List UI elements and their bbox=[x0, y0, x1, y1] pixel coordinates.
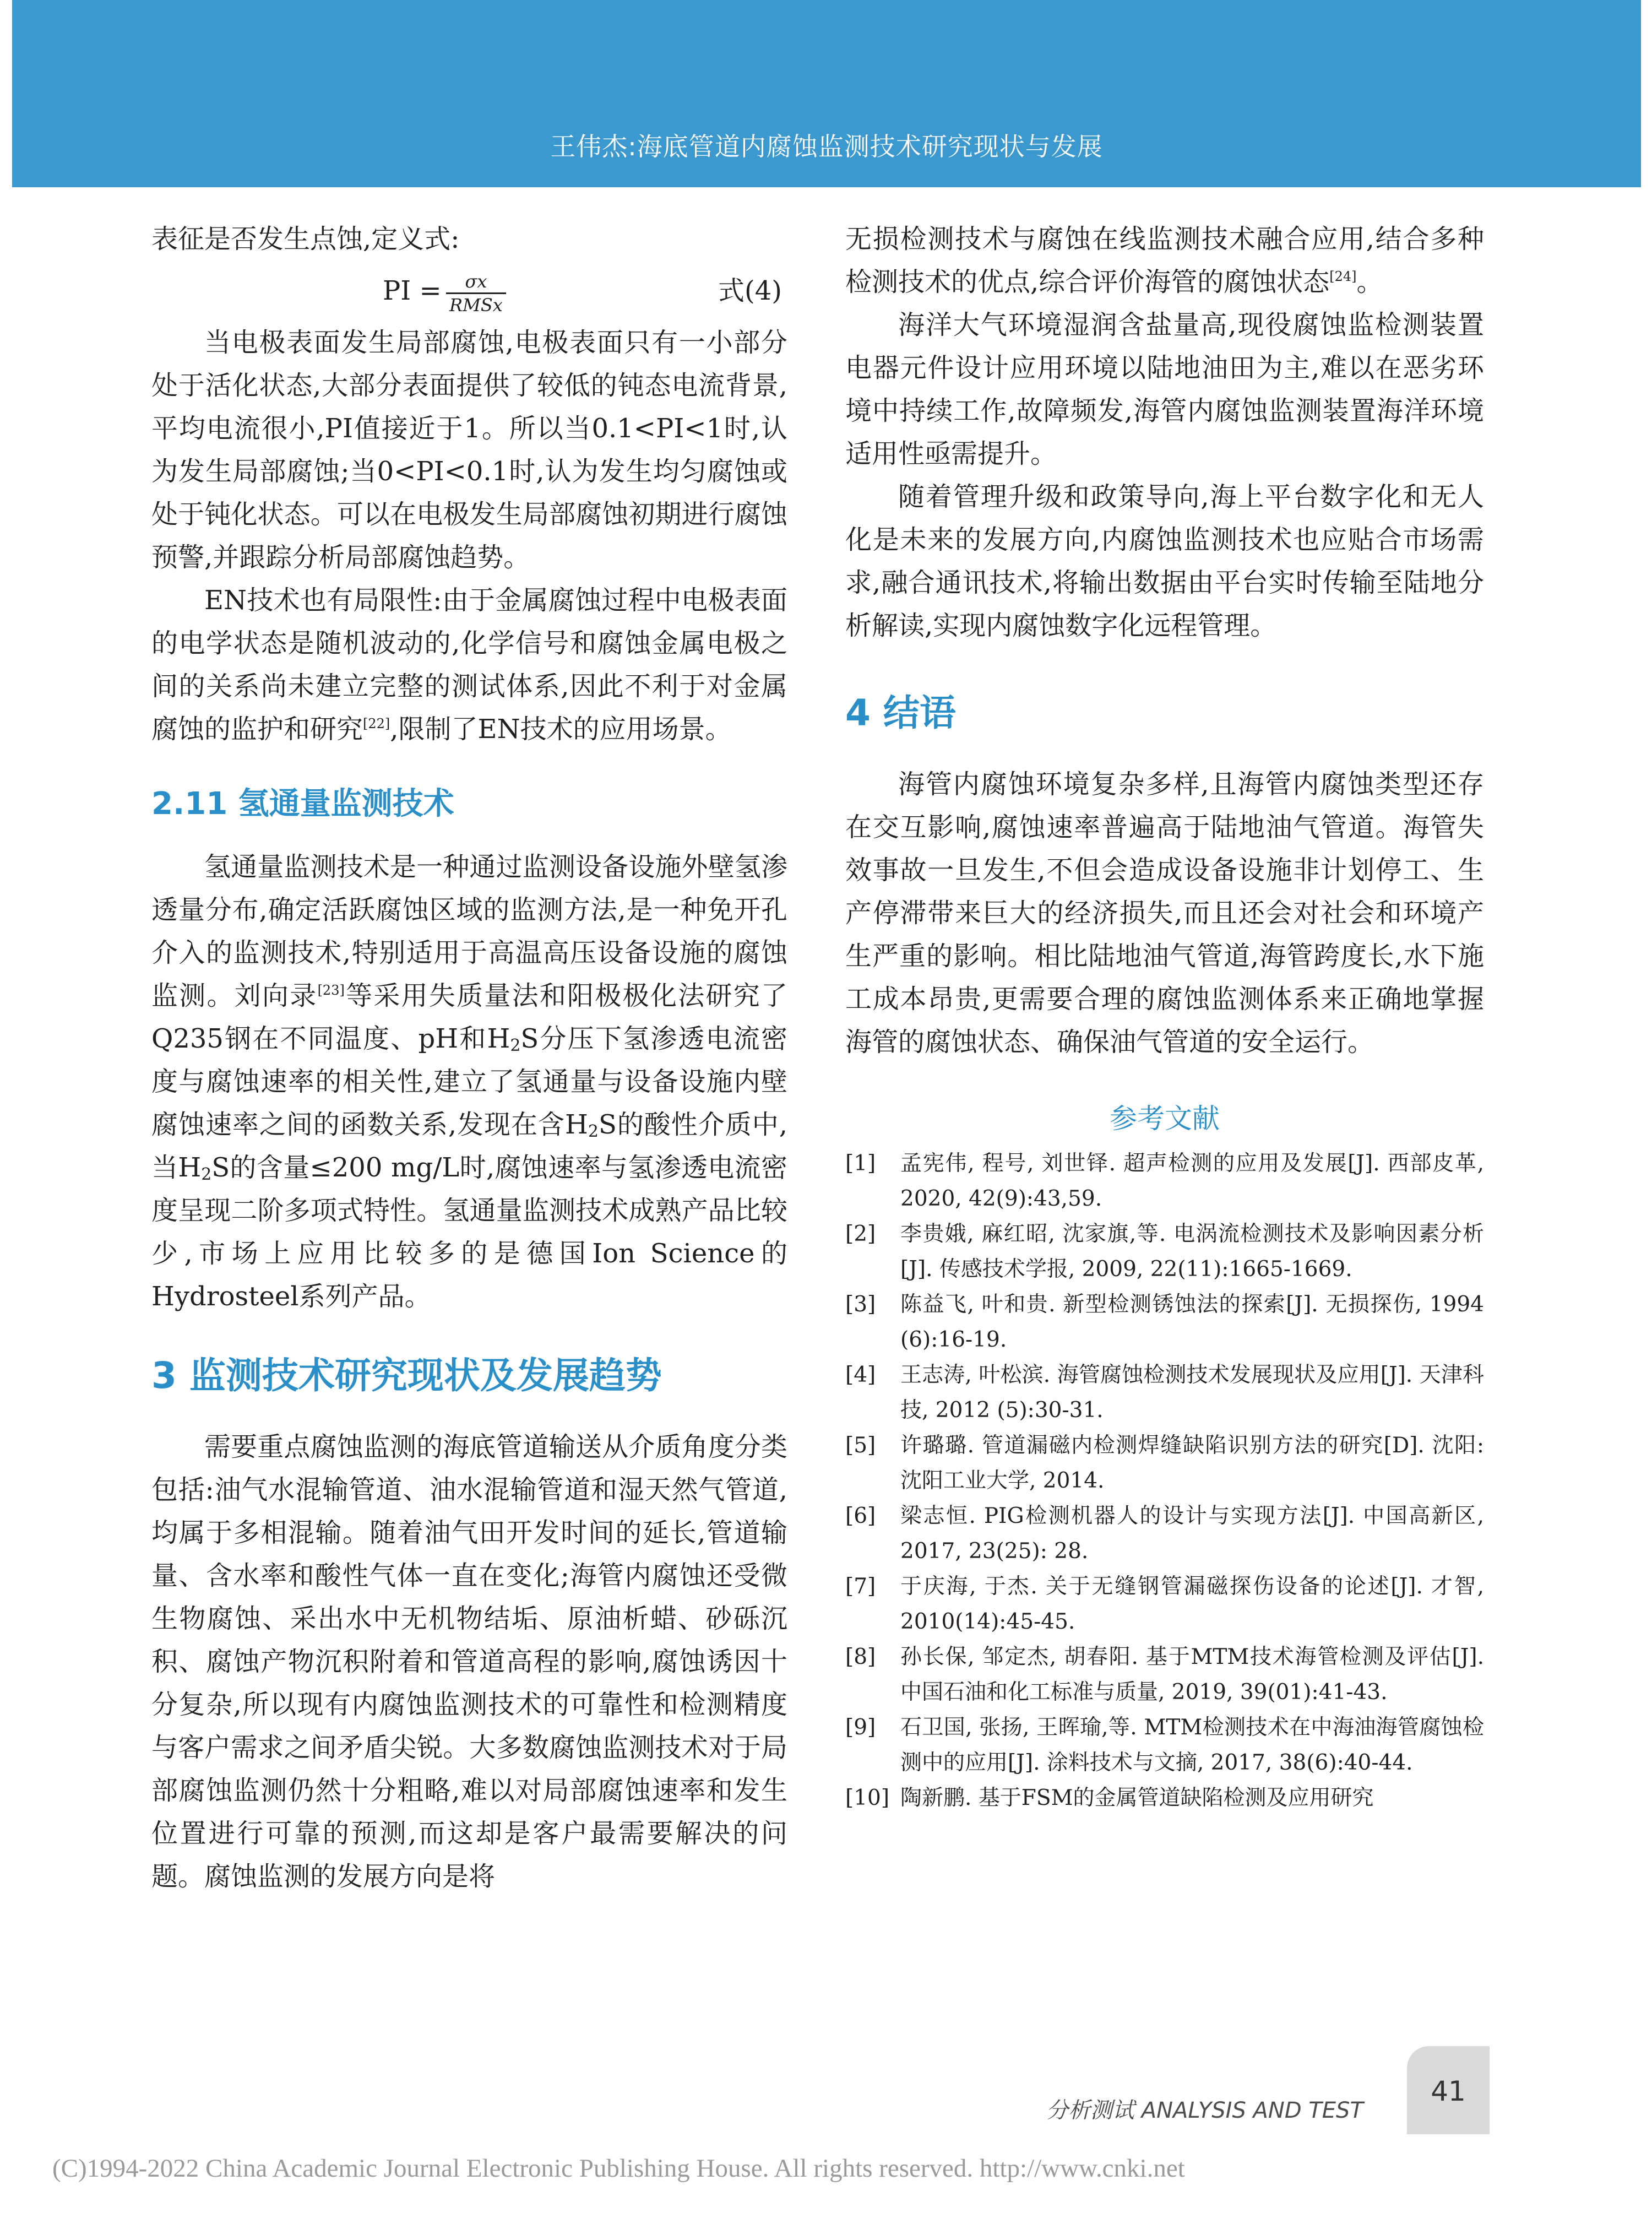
equation-number: 式(4) bbox=[718, 275, 782, 306]
reference-number: [8] bbox=[845, 1645, 876, 1669]
citation-23: [23] bbox=[317, 983, 345, 998]
reference-text: 孟宪伟, 程号, 刘世铎. 超声检测的应用及发展[J]. 西部皮革, 2020, 42(9):43,59. bbox=[900, 1151, 1484, 1211]
reference-item bbox=[845, 1287, 1484, 1358]
text-run: 等采用失质量法和阳极极化法研究了Q235钢在不同温度、pH和H bbox=[151, 980, 787, 1054]
reference-item bbox=[845, 1569, 1484, 1640]
reference-number: [6] bbox=[845, 1504, 876, 1528]
text-run: S的含量≤200 mg/L时,腐蚀速率与氢渗透电流密度呈现二阶多项式特性。氢通量监测技术成熟产品比较少,市场上应用比较多的是德国Ion Science的Hydrosteel系列产品。 bbox=[151, 1152, 787, 1312]
reference-text: 梁志恒. PIG检测机器人的设计与实现方法[J]. 中国高新区, 2017, 23(25): 28. bbox=[900, 1504, 1484, 1564]
paragraph-digitalization: 随着管理升级和政策导向,海上平台数字化和无人化是未来的发展方向,内腐蚀监测技术也应贴合市场需求,融合通讯技术,将输出数据由平台实时传输至陆地分析解读,实现内腐蚀数字化远程管理。 bbox=[845, 481, 1484, 641]
paragraph-hydrogen-flux bbox=[151, 845, 787, 1318]
reference-number: [5] bbox=[845, 1433, 876, 1458]
reference-item bbox=[845, 1710, 1484, 1781]
paragraph-intro: 表征是否发生点蚀,定义式: bbox=[151, 224, 460, 254]
equation-denominator: RMSx bbox=[449, 295, 503, 316]
reference-item bbox=[845, 1640, 1484, 1710]
page-number: 41 bbox=[1431, 2075, 1466, 2107]
reference-number: [10] bbox=[845, 1786, 890, 1810]
reference-item bbox=[845, 1358, 1484, 1428]
text-run: 无损检测技术与腐蚀在线监测技术融合应用,结合多种检测技术的优点,综合评价海管的腐蚀状态 bbox=[845, 224, 1484, 297]
reference-number: [7] bbox=[845, 1574, 876, 1599]
copyright-notice: (C)1994-2022 China Academic Journal Electronic Publishing House. All rights reserved. http://www.cnki.net bbox=[52, 2154, 1185, 2183]
reference-number: [2] bbox=[845, 1222, 876, 1246]
reference-text: 陶新鹏. 基于FSM的金属管道缺陷检测及应用研究 bbox=[900, 1786, 1374, 1810]
section-heading-2-11: 2.11 氢通量监测技术 bbox=[151, 786, 454, 822]
paragraph-en-limitation bbox=[151, 579, 787, 751]
reference-number: [9] bbox=[845, 1715, 876, 1740]
text-run: S分压下氢渗透电流密度与腐蚀速率的相关性,建立了氢通量与设备设施内壁腐蚀速率之间的函数关系,发现在含H bbox=[151, 1023, 787, 1140]
citation-22: [22] bbox=[363, 716, 390, 731]
paragraph-marine-environment: 海洋大气环境湿润含盐量高,现役腐蚀监检测装置电器元件设计应用环境以陆地油田为主,难以在恶劣环境中持续工作,故障频发,海管内腐蚀监测装置海洋环境适用性亟需提升。 bbox=[845, 310, 1484, 469]
subscript: 2 bbox=[201, 1165, 212, 1184]
paragraph-pi-explanation: 当电极表面发生局部腐蚀,电极表面只有一小部分处于活化状态,大部分表面提供了较低的钝态电流背景,平均电流很小,PI值接近于1。所以当0.1<PI<1时,认为发生局部腐蚀;当0<PI<0.1时,认为发生均匀腐蚀或处于钝化状态。可以在电极发生局部腐蚀初期进行腐蚀预警,并跟踪分析局部腐蚀趋势。 bbox=[151, 327, 787, 573]
reference-text: 石卫国, 张扬, 王晖瑜,等. MTM检测技术在中海油海管腐蚀检测中的应用[J]. 涂料技术与文摘, 2017, 38(6):40-44. bbox=[900, 1715, 1484, 1775]
reference-list bbox=[845, 1146, 1484, 1816]
citation-24: [24] bbox=[1329, 269, 1357, 284]
equation-numerator: σx bbox=[446, 270, 506, 294]
left-column bbox=[151, 218, 787, 1898]
reference-number: [3] bbox=[845, 1292, 876, 1317]
references-title: 参考文献 bbox=[1110, 1103, 1220, 1135]
right-column bbox=[845, 218, 1484, 1816]
subscript: 2 bbox=[510, 1036, 521, 1055]
reference-number: [1] bbox=[845, 1151, 876, 1176]
equation-lhs: PI = bbox=[383, 275, 442, 306]
reference-text: 陈益飞, 叶和贵. 新型检测锈蚀法的探索[J]. 无损探伤, 1994 (6):16-19. bbox=[900, 1292, 1484, 1352]
subscript: 2 bbox=[588, 1122, 599, 1141]
equation-fraction bbox=[446, 270, 506, 316]
paragraph-conclusion: 海管内腐蚀环境复杂多样,且海管内腐蚀类型还存在交互影响,腐蚀速率普遍高于陆地油气管道。海管失效事故一旦发生,不但会造成设备设施非计划停工、生产停滞带来巨大的经济损失,而且还会对社会和环境产生严重的影响。相比陆地油气管道,海管跨度长,水下施工成本昂贵,更需要合理的腐蚀监测体系来正确地掌握海管的腐蚀状态、确保油气管道的安全运行。 bbox=[845, 769, 1484, 1057]
reference-item bbox=[845, 1781, 1484, 1816]
reference-text: 王志涛, 叶松滨. 海管腐蚀检测技术发展现状及应用[J]. 天津科技, 2012 (5):30-31. bbox=[900, 1363, 1484, 1423]
reference-item bbox=[845, 1428, 1484, 1499]
text-run: S的酸性介质中,当H bbox=[151, 1109, 787, 1183]
equation-4 bbox=[151, 261, 787, 321]
reference-text: 于庆海, 于杰. 关于无缝钢管漏磁探伤设备的论述[J]. 才智, 2010(14):45-45. bbox=[900, 1574, 1484, 1634]
reference-text: 李贵娥, 麻红昭, 沈家旗,等. 电涡流检测技术及影响因素分析[J]. 传感技术学报, 2009, 22(11):1665-1669. bbox=[900, 1222, 1484, 1282]
paragraph-ndt-fusion bbox=[845, 218, 1484, 303]
reference-item bbox=[845, 1146, 1484, 1217]
reference-text: 许璐璐. 管道漏磁内检测焊缝缺陷识别方法的研究[D]. 沈阳:沈阳工业大学, 2014. bbox=[900, 1433, 1484, 1493]
section-heading-3: 3 监测技术研究现状及发展趋势 bbox=[151, 1354, 662, 1397]
reference-text: 孙长保, 邹定杰, 胡春阳. 基于MTM技术海管检测及评估[J]. 中国石油和化工标准与质量, 2019, 39(01):41-43. bbox=[900, 1645, 1484, 1705]
reference-item bbox=[845, 1217, 1484, 1287]
footer-journal-name: 分析测试 ANALYSIS AND TEST bbox=[1046, 2098, 1363, 2123]
text-run: EN技术也有局限性:由于金属腐蚀过程中电极表面的电学状态是随机波动的,化学信号和腐蚀金属电极之间的关系尚未建立完整的测试体系,因此不利于对金属腐蚀的监护和研究 bbox=[151, 585, 787, 745]
paragraph-status-trend: 需要重点腐蚀监测的海底管道输送从介质角度分类包括:油气水混输管道、油水混输管道和湿天然气管道,均属于多相混输。随着油气田开发时间的延长,管道输量、含水率和酸性气体一直在变化;海管内腐蚀还受微生物腐蚀、采出水中无机物结垢、原油析蜡、砂砾沉积、腐蚀产物沉积附着和管道高程的影响,腐蚀诱因十分复杂,所以现有内腐蚀监测技术的可靠性和检测精度与客户需求之间矛盾尖锐。大多数腐蚀监测技术对于局部腐蚀监测仍然十分粗略,难以对局部腐蚀速率和发生位置进行可靠的预测,而这却是客户最需要解决的问题。腐蚀监测的发展方向是将 bbox=[151, 1431, 787, 1892]
running-header-title: 王伟杰:海底管道内腐蚀监测技术研究现状与发展 bbox=[550, 132, 1103, 161]
text-run: 氢通量监测技术是一种通过监测设备设施外壁氢渗透量分布,确定活跃腐蚀区域的监测方法,是一种免开孔介入的监测技术,特别适用于高温高压设备设施的腐蚀监测。刘向录 bbox=[151, 851, 787, 1011]
reference-item bbox=[845, 1499, 1484, 1569]
reference-number: [4] bbox=[845, 1363, 876, 1387]
text-run: ,限制了EN技术的应用场景。 bbox=[390, 714, 732, 745]
section-heading-4: 4 结语 bbox=[845, 692, 956, 734]
text-run: 。 bbox=[1356, 267, 1383, 297]
header-band bbox=[12, 0, 1641, 187]
